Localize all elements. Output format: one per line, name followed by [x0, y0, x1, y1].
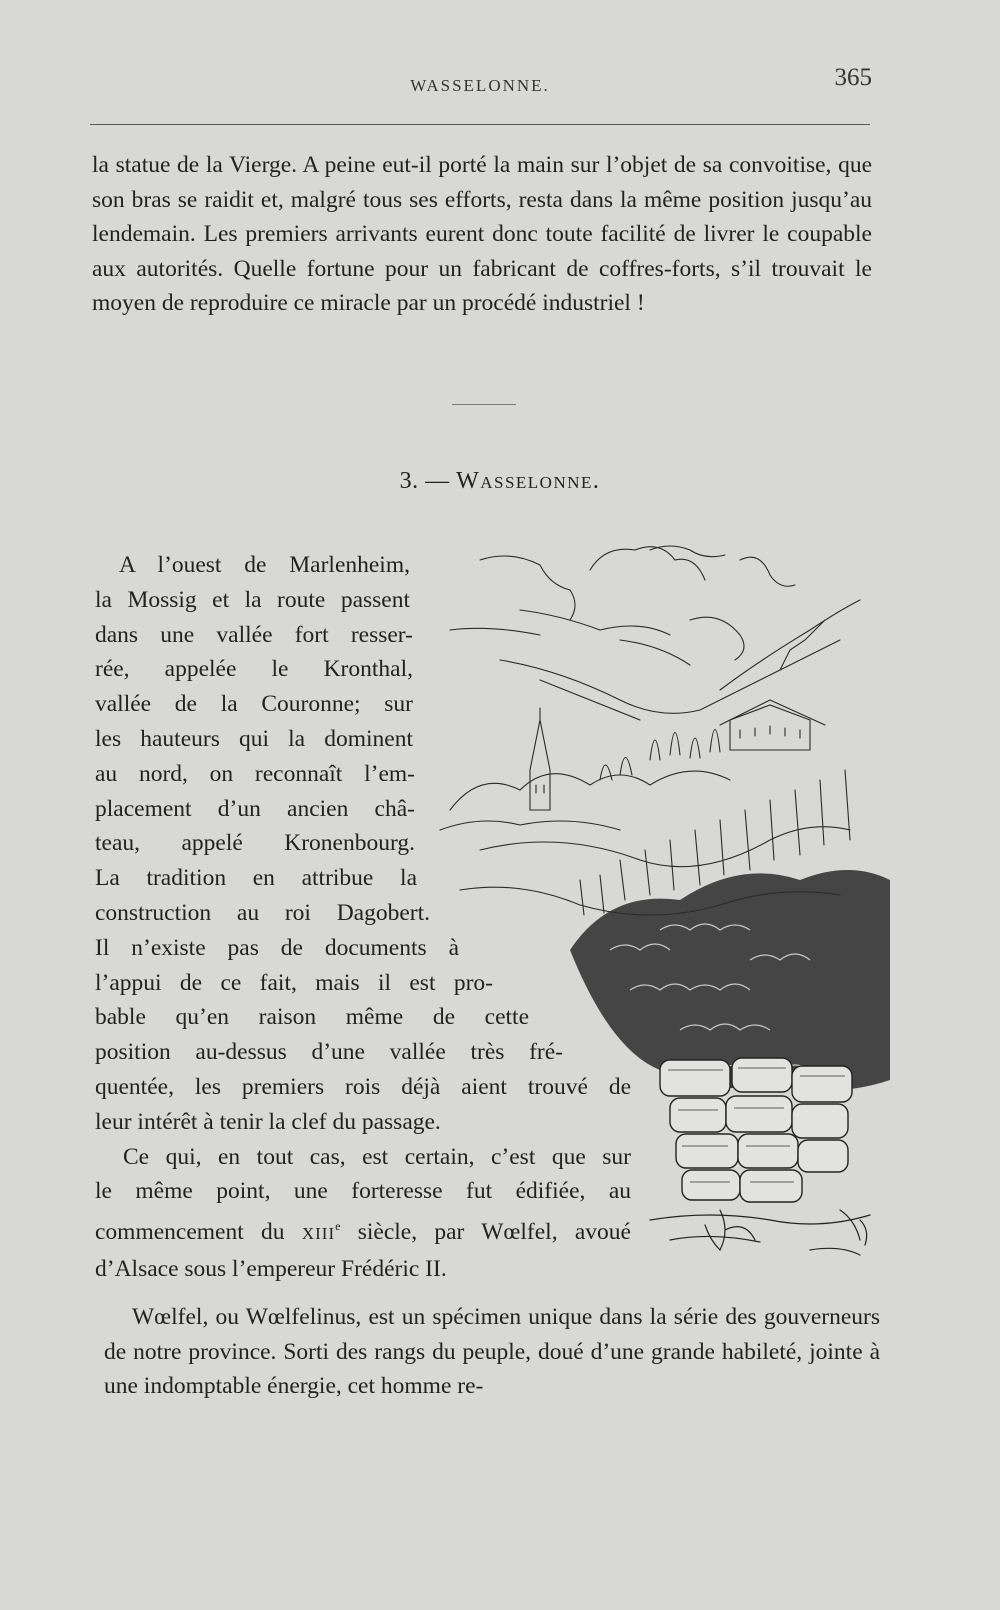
text-line: bable qu’en raison même de cette [95, 1004, 529, 1031]
century-numeral: XIII [301, 1223, 336, 1243]
text-line: le même point, une forteresse fut édifiée, au [95, 1178, 631, 1205]
section-number: 3. — [399, 468, 450, 494]
paragraph-1: la statue de la Vierge. A peine eut-il porté la main sur l’objet de sa convoitise, que son bras se raidit et, malgré tous ses efforts, resta dans la même position jusqu’au lendemain. Les premiers arrivants eurent donc toute facilité de livrer le coupable aux autorités. Quelle fortune pour un fabricant de coffres-forts, s’il trouvait le moyen de reproduire ce miracle par un procédé industriel ! [92, 152, 872, 316]
text-line: d’Alsace sous l’empereur Frédéric II. [95, 1255, 447, 1282]
text-line: Il n’existe pas de documents à [95, 934, 459, 961]
header-rule [90, 124, 870, 125]
text-fragment: commencement du [95, 1218, 302, 1245]
running-title: WASSELONNE. [410, 76, 550, 95]
text-line: les hauteurs qui la dominent [95, 725, 413, 752]
text-line: quentée, les premiers rois déjà aient trouvé de [95, 1073, 631, 1100]
text-line: l’appui de ce fait, mais il est pro- [95, 969, 493, 996]
text-line: position au-dessus d’une vallée très fré- [95, 1039, 563, 1066]
text-line: A l’ouest de Marlenheim, [119, 552, 410, 578]
text-line: teau, appelé Kronenbourg. [95, 830, 415, 857]
text-line: rée, appelée le Kronthal, [95, 656, 413, 683]
text-line: au nord, on reconnaît l’em- [95, 760, 415, 787]
running-head [90, 64, 870, 104]
text-line: placement d’un ancien châ- [95, 795, 415, 822]
paragraph-3: Wœlfel, ou Wœlfelinus, est un spécimen unique dans la série des gouverneurs de notre province. Sorti des rangs du peuple, doué d’une grande habileté, jointe à une indomptable énergie, cet homme re- [104, 1304, 880, 1399]
text-line: la Mossig et la route passent [95, 586, 410, 613]
page-number: 365 [834, 64, 872, 91]
section-title-text: Wasselonne. [456, 468, 601, 494]
text-line: vallée de la Couronne; sur [95, 691, 413, 718]
text-line: Ce qui, en tout cas, est certain, c’est que sur [123, 1143, 631, 1170]
section-divider [452, 404, 516, 405]
text-fragment: siècle, par Wœlfel, avoué [340, 1218, 631, 1245]
text-line: La tradition en attribue la [95, 865, 417, 892]
landscape-engraving [420, 530, 900, 1300]
text-line: dans une vallée fort resser- [95, 621, 413, 648]
superscript-e: e [335, 1219, 341, 1234]
text-line: leur intérêt à tenir la clef du passage. [95, 1108, 441, 1135]
section-title [0, 468, 1000, 495]
text-line: construction au roi Dagobert. [95, 899, 430, 926]
